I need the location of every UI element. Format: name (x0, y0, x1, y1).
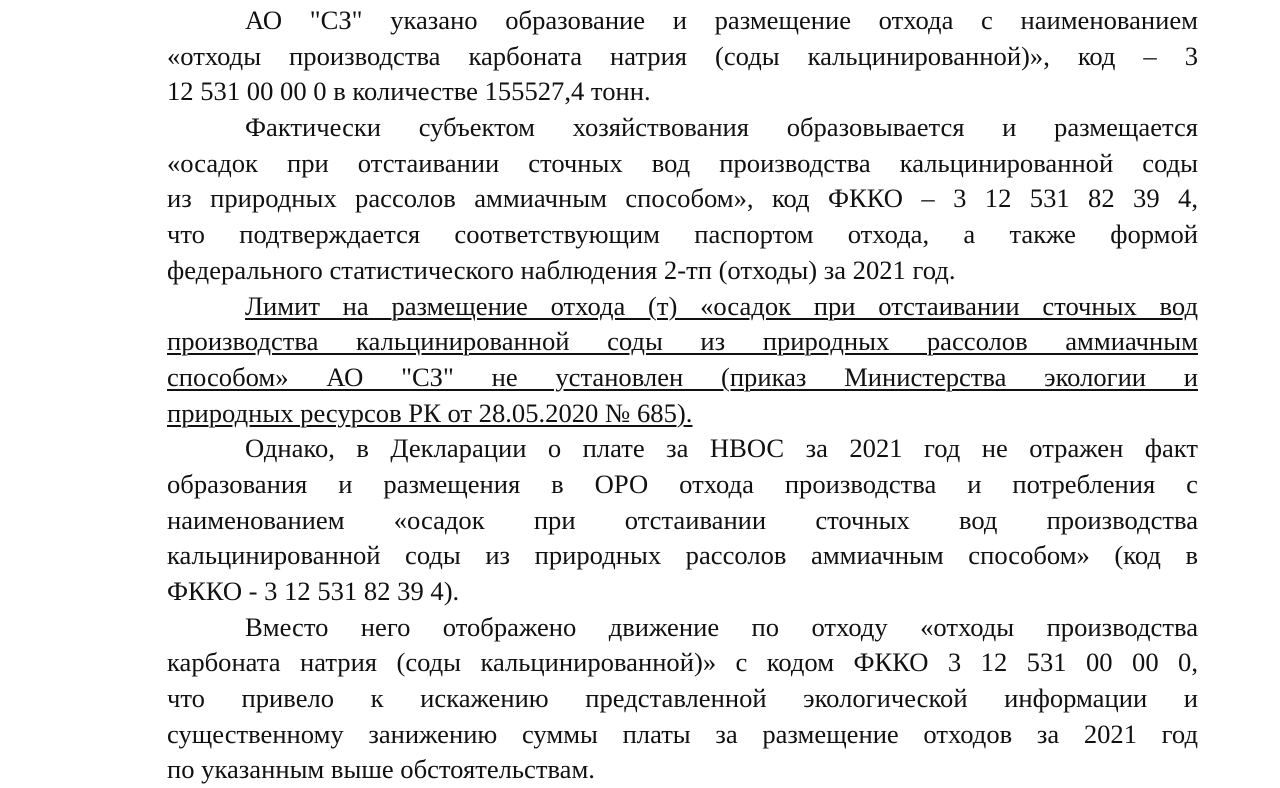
paragraph-actual-waste (167, 110, 1198, 288)
text-line: по указанным выше обстоятельствам. (167, 754, 595, 785)
paragraph-limit-underlined (167, 289, 1198, 432)
text-line: что привело к искажению представленной экологической информации и (167, 683, 1198, 714)
text-line-underlined (167, 396, 1198, 432)
text-line-underlined (167, 289, 1198, 325)
text-line: Вместо него отображено движение по отходу «отходы производства (245, 611, 1198, 642)
text-line: карбоната натрия (соды кальцинированной)» с кодом ФККО 3 12 531 00 00 0, (167, 647, 1198, 678)
text-line: 12 531 00 00 0 в количестве 155527,4 тонн. (167, 76, 651, 107)
text-line: образования и размещения в ОРО отхода производства и потребления с (167, 468, 1198, 499)
text-line: федерального статистического наблюдения 2-тп (отходы) за 2021 год. (167, 254, 956, 285)
text-line: АО "СЗ" указано образование и размещение отхода с наименованием (245, 5, 1198, 35)
text-line: ФККО - 3 12 531 82 39 4). (167, 576, 460, 606)
text-line: Фактически субъектом хозяйствования образовывается и размещается (245, 112, 1198, 143)
text-line-underlined: производства кальцинированной соды из природных рассолов аммиачным (167, 326, 1198, 357)
paragraph-declaration (167, 431, 1198, 609)
paragraph-waste-declared (167, 3, 1198, 110)
text-line: что подтверждается соответствующим паспортом отхода, а также формой (167, 219, 1198, 250)
text-line: «отходы производства карбоната натрия (соды кальцинированной)», код – 3 (167, 40, 1198, 71)
text-line: Однако, в Декларации о плате за НВОС за 2021 год не отражен факт (245, 433, 1198, 464)
underlined-text: природных ресурсов РК от 28.05.2020 № 685). (167, 397, 693, 428)
text-line: из природных рассолов аммиачным способом», код ФККО – 3 12 531 82 39 4, (167, 183, 1198, 214)
underlined-text: Лимит на размещение отхода (т) «осадок при отстаивании сточных вод (245, 290, 1198, 321)
paragraph-conclusion (167, 610, 1198, 788)
text-line: «осадок при отстаивании сточных вод производства кальцинированной соды (167, 147, 1198, 178)
text-line-underlined: способом» АО "СЗ" не установлен (приказ Министерства экологии и (167, 361, 1198, 392)
document-page (167, 3, 1198, 788)
text-line: кальцинированной соды из природных рассолов аммиачным способом» (код в (167, 540, 1198, 571)
text-line: существенному занижению суммы платы за размещение отходов за 2021 год (167, 718, 1198, 749)
text-line: наименованием «осадок при отстаивании сточных вод производства (167, 504, 1198, 535)
